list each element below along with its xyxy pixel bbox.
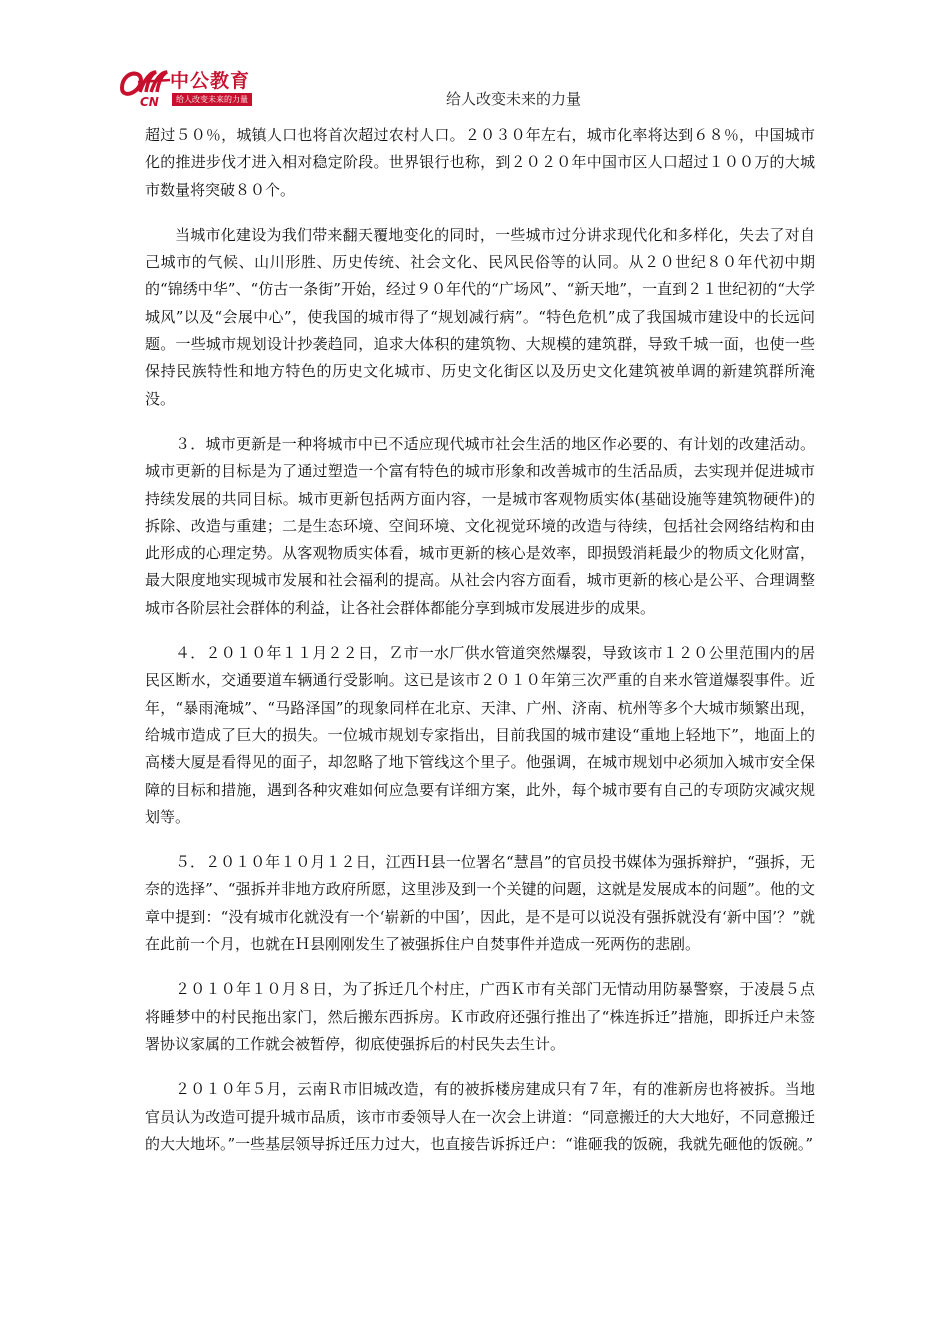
svg-text:CN: CN bbox=[140, 95, 159, 108]
header-slogan: 给人改变未来的力量 bbox=[446, 90, 582, 108]
paragraph: 当城市化建设为我们带来翻天覆地变化的同时，一些城市过分讲求现代化和多样化，失去了对自己城市的气候、山川形胜、历史传统、社会文化、民风民俗等的认同。从２０世纪８０年代初中期的“锦绣中华”、“仿古一条街”开始，经过９０年代的“广场风”、“新天地”，一直到２１世纪初的“大学城风”以及“会展中心”，使我国的城市得了“规划减行病”。“特色危机”成了我国城市建设中的长远问题。一些城市规划设计抄袭趋同，追求大体积的建筑物、大规模的建筑群，导致千城一面，也使一些保持民族特性和地方特色的历史文化城市、历史文化街区以及历史文化建筑被单调的新建筑群所淹没。 bbox=[145, 225, 815, 408]
offcn-logo bbox=[118, 66, 268, 108]
document-body bbox=[145, 122, 815, 1176]
page-header bbox=[0, 0, 950, 125]
paragraph: ２０１０年１０月８日，为了拆迁几个村庄，广西Ｋ市有关部门无情动用防暴警察，于凌晨５点将睡梦中的村民拖出家门，然后搬东西拆房。Ｋ市政府还强行推出了“株连拆迁”措施，即拆迁户未签署协议家属的工作就会被暂停，彻底使强拆后的村民失去生计。 bbox=[145, 980, 815, 1053]
paragraph: ２０１０年５月，云南Ｒ市旧城改造，有的被拆楼房建成只有７年，有的准新房也将被拆。当地官员认为改造可提升城市品质，该市市委领导人在一次会上讲道：“同意搬迁的大大地好，不同意搬迁的大大地坏。”一些基层领导拆迁压力过大，也直接告诉拆迁户：“谁砸我的饭碗，我就先砸他的饭碗。” bbox=[145, 1080, 815, 1153]
offcn-logo-mark-icon bbox=[118, 66, 172, 108]
logo-tagline: 给人改变未来的力量 bbox=[172, 93, 252, 106]
paragraph: ３．城市更新是一种将城市中已不适应现代城市社会生活的地区作必要的、有计划的改建活动。城市更新的目标是为了通过塑造一个富有特色的城市形象和改善城市的生活品质，去实现并促进城市持续发展的共同目标。城市更新包括两方面内容，一是城市客观物质实体(基础设施等建筑物硬件)的拆除、改造与重建；二是生态环境、空间环境、文化视觉环境的改造与待续，包括社会网络结构和由此形成的心理定势。从客观物质实体看，城市更新的核心是效率，即损毁消耗最少的物质文化财富，最大限度地实现城市发展和社会福利的提高。从社会内容方面看，城市更新的核心是公平、合理调整城市各阶层社会群体的利益，让各社会群体都能分享到城市发展进步的成果。 bbox=[145, 434, 815, 617]
paragraph: ５．２０１０年１０月１２日，江西Ｈ县一位署名“慧昌”的官员投书媒体为强拆辩护，“强拆，无奈的选择”、“强拆并非地方政府所愿，这里涉及到一个关键的问题，这就是发展成本的问题”。他的文章中提到：“没有城市化就没有一个‘崭新的中国’，因此，是不是可以说没有强拆就没有‘新中国’？”就在此前一个月，也就在Ｈ县刚刚发生了被强拆住户自焚事件并造成一死两伤的悲剧。 bbox=[145, 853, 815, 954]
paragraph: 超过５０％，城镇人口也将首次超过农村人口。２０３０年左右，城市化率将达到６８％，中国城市化的推进步伐才进入相对稳定阶段。世界银行也称，到２０２０年中国市区人口超过１００万的大城市数量将突破８０个。 bbox=[145, 126, 815, 199]
logo-chinese-name: 中公教育 bbox=[170, 70, 251, 92]
paragraph: ４．２０１０年１１月２２日，Ｚ市一水厂供水管道突然爆裂，导致该市１２０公里范围内的居民区断水，交通要道车辆通行受影响。这已是该市２０１０年第三次严重的自来水管道爆裂事件。近年，“暴雨淹城”、“马路泽国”的现象同样在北京、天津、广州、济南、杭州等多个大城市频繁出现，给城市造成了巨大的损失。一位城市规划专家指出，目前我国的城市建设“重地上轻地下”，地面上的高楼大厦是看得见的面子，却忽略了地下管线这个里子。他强调，在城市规划中必须加入城市安全保障的目标和措施，遇到各种灾难如何应急要有详细方案，此外，每个城市要有自己的专项防灾减灾规划等。 bbox=[145, 644, 815, 826]
